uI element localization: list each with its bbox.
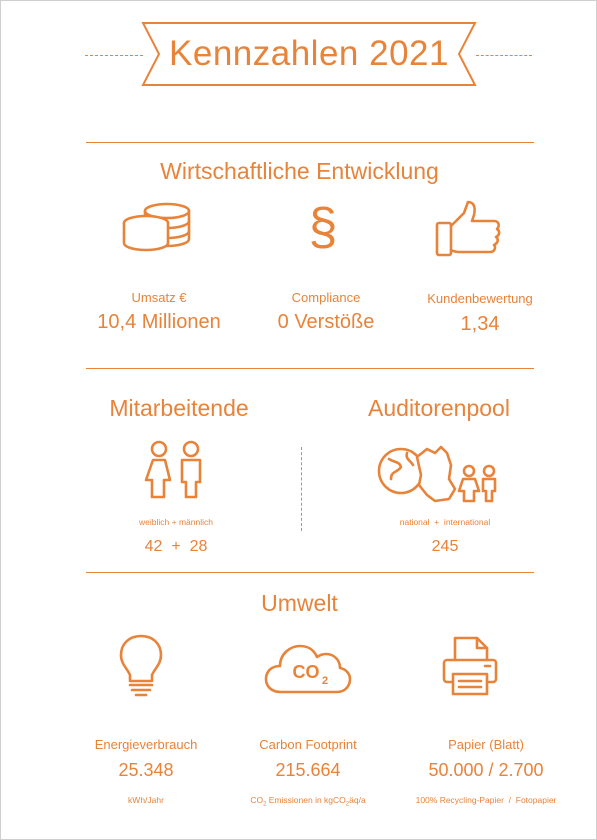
label-umsatz: Umsatz € [131,290,187,305]
title-dash-right [476,55,532,56]
section-title-staff: Mitarbeitende [109,395,249,421]
value-umsatz: 10,4 Millionen [97,311,221,333]
note-papier: 100% Recycling-Papier / Fotopapier [415,795,557,805]
label-carbon: Carbon Footprint [259,737,357,752]
co2-badge-text: CO [292,662,320,682]
value-auditors: 245 [431,538,459,555]
coins-icon [119,199,199,259]
thumbs-up-icon [434,199,504,259]
caption-auditors: national + international [399,517,491,527]
value-kundenbewertung: 1,34 [460,313,500,335]
caption-staff: weiblich + männlich [139,517,213,527]
title-dash-left [85,55,143,56]
value-papier: 50.000 / 2.700 [428,760,544,780]
page-title: Kennzahlen 2021 [169,34,449,73]
section-title-economy: Wirtschaftliche Entwicklung [160,158,439,184]
value-energie: 25.348 [118,760,174,780]
label-papier: Papier (Blatt) [448,737,524,752]
paragraph-icon: § [308,198,338,256]
label-compliance: Compliance [291,290,361,305]
divider [86,368,534,369]
vertical-divider [301,447,302,531]
note-energie: kWh/Jahr [128,795,164,805]
label-energie: Energieverbrauch [94,737,198,752]
divider [86,142,534,143]
globe-people-icon [377,439,503,503]
value-compliance: 0 Verstöße [277,311,375,333]
people-icon [143,439,209,501]
section-title-environment: Umwelt [261,590,338,616]
printer-icon [441,634,501,698]
note-carbon: $CO_2$ Emissionen in kgCO$_2$äq/a [250,795,366,808]
label-kundenbewertung: Kundenbewertung [427,291,533,306]
value-carbon: 215.664 [275,760,341,780]
divider [86,572,534,573]
section-title-auditors: Auditorenpool [368,395,510,421]
lightbulb-icon [115,633,167,697]
value-staff: 42 + 28 [144,538,208,555]
co2-cloud-icon [263,636,353,696]
co2-badge-sub: 2 [322,675,329,687]
